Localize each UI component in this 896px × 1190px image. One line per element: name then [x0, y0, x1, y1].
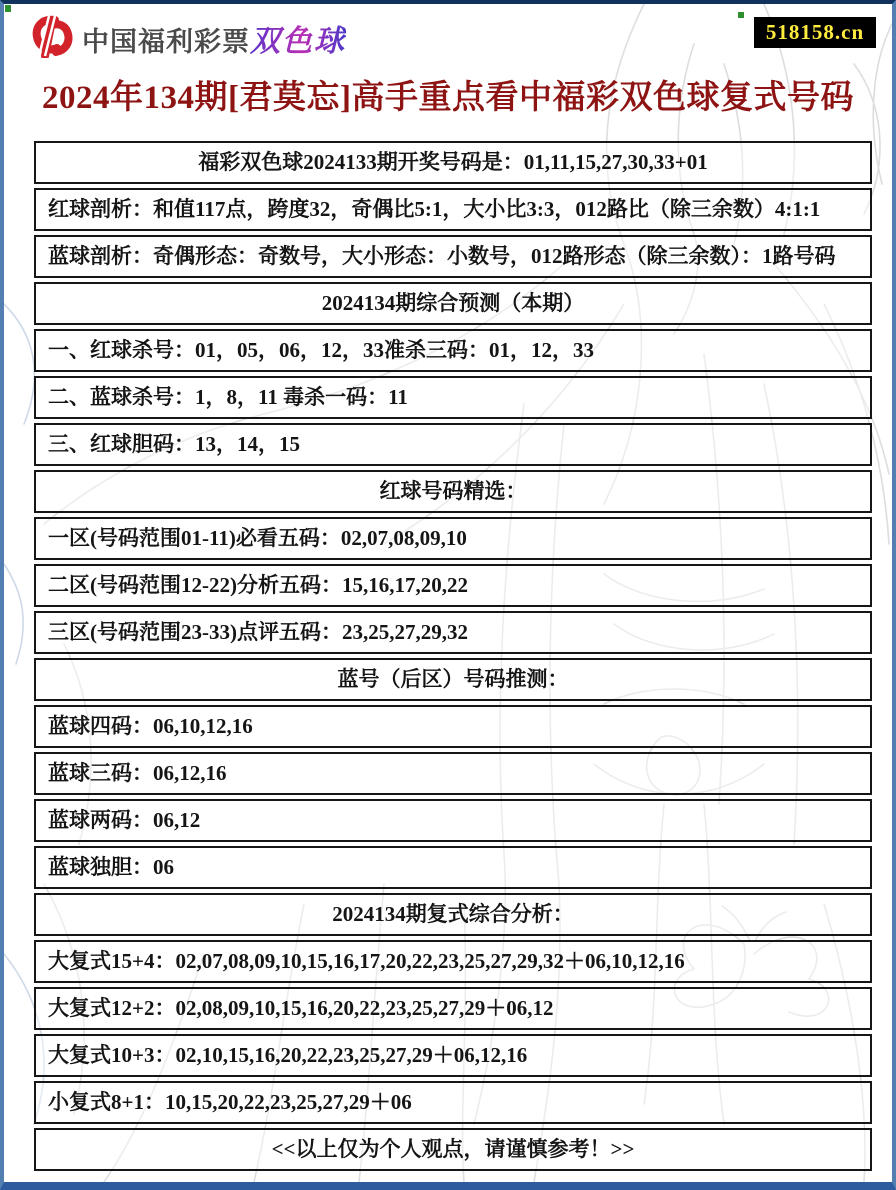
- row-blue-kill-numbers: 二、蓝球杀号：1，8，11 毒杀一码：11: [34, 376, 872, 419]
- row-small-composite-8-1: 小复式8+1：10,15,20,22,23,25,27,29＋06: [34, 1081, 872, 1124]
- row-big-composite-15-4: 大复式15+4：02,07,08,09,10,15,16,17,20,22,23,25,27,29,32＋06,10,12,16: [34, 940, 872, 983]
- row-blue-three-codes: 蓝球三码：06,12,16: [34, 752, 872, 795]
- row-big-composite-12-2: 大复式12+2：02,08,09,10,15,16,20,22,23,25,27,29＋06,12: [34, 987, 872, 1030]
- site-url-badge: 518158.cn: [754, 17, 876, 48]
- product-name: 双色球: [250, 16, 346, 60]
- welfare-lottery-emblem-icon: [28, 12, 74, 63]
- row-blue-two-codes: 蓝球两码：06,12: [34, 799, 872, 842]
- row-last-draw-result: 福彩双色球2024133期开奖号码是：01,11,15,27,30,33+01: [34, 141, 872, 184]
- green-badge-marker: [738, 12, 744, 18]
- row-disclaimer: <<以上仅为个人观点，请谨慎参考！>>: [34, 1128, 872, 1171]
- row-section-red-select-header: 红球号码精选：: [34, 470, 872, 513]
- row-red-dan-codes: 三、红球胆码：13，14，15: [34, 423, 872, 466]
- row-section-composite-header: 2024134期复式综合分析：: [34, 893, 872, 936]
- row-section-blue-header: 蓝号（后区）号码推测：: [34, 658, 872, 701]
- row-zone1-five-codes: 一区(号码范围01-11)必看五码：02,07,08,09,10: [34, 517, 872, 560]
- row-blue-single-dan: 蓝球独胆：06: [34, 846, 872, 889]
- page-title: 2024年134期[君莫忘]高手重点看中福彩双色球复式号码: [42, 80, 854, 116]
- row-zone3-five-codes: 三区(号码范围23-33)点评五码：23,25,27,29,32: [34, 611, 872, 654]
- row-big-composite-10-3: 大复式10+3：02,10,15,16,20,22,23,25,27,29＋06,12,16: [34, 1034, 872, 1077]
- brand-name: 中国福利彩票: [82, 26, 250, 57]
- green-corner-marker: [5, 5, 11, 12]
- row-blue-four-codes: 蓝球四码：06,10,12,16: [34, 705, 872, 748]
- row-section-forecast-header: 2024134期综合预测（本期）: [34, 282, 872, 325]
- row-red-ball-analysis: 红球剖析：和值117点，跨度32，奇偶比5:1，大小比3:3，012路比（除三余数）4:1:1: [34, 188, 872, 231]
- prediction-table: [34, 141, 872, 1171]
- logo-text: [82, 16, 346, 60]
- lottery-logo: [28, 12, 346, 63]
- row-blue-ball-analysis: 蓝球剖析：奇偶形态：奇数号，大小形态：小数号，012路形态（除三余数）：1路号码: [34, 235, 872, 278]
- row-red-kill-numbers: 一、红球杀号：01，05，06，12，33准杀三码：01，12，33: [34, 329, 872, 372]
- header: [4, 4, 892, 66]
- row-zone2-five-codes: 二区(号码范围12-22)分析五码：15,16,17,20,22: [34, 564, 872, 607]
